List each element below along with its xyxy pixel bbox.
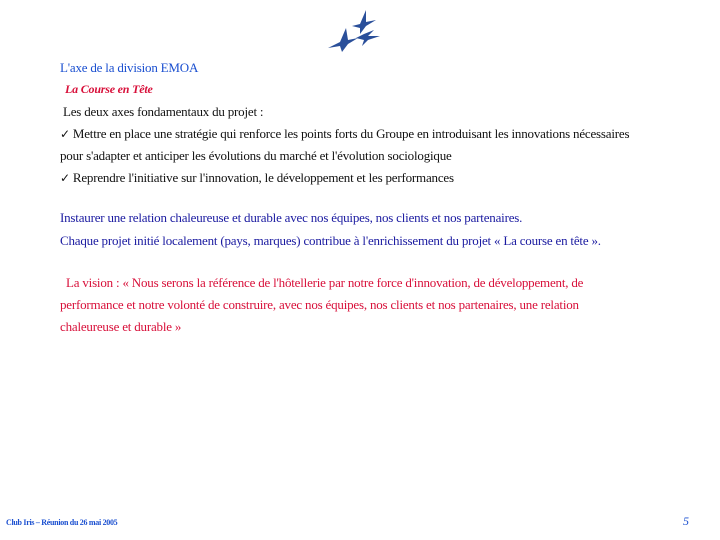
bullet-2 bbox=[60, 170, 454, 186]
intro-text: Les deux axes fondamentaux du projet : bbox=[63, 104, 264, 119]
bullet-1-line-1 bbox=[60, 126, 629, 142]
relation-text: Instaurer une relation chaleureuse et durable avec nos équipes, nos clients et nos partenaires. bbox=[60, 210, 523, 225]
checkmark-icon: ✓ bbox=[60, 171, 70, 185]
checkmark-icon: ✓ bbox=[60, 127, 70, 141]
bullet-text: Reprendre l'initiative sur l'innovation, le développement et les performances bbox=[72, 170, 454, 185]
vision-line-1: La vision : « Nous serons la référence de l'hôtellerie par notre force d'innovation, de développement, de bbox=[66, 275, 584, 290]
slide-heading: L'axe de la division EMOA bbox=[60, 60, 199, 75]
footer-text: Club Iris – Réunion du 26 mai 2005 bbox=[6, 518, 118, 527]
vision-line-3: chaleureuse et durable » bbox=[60, 319, 182, 334]
bullet-1-line-2: pour s'adapter et anticiper les évolutions du marché et l'évolution sociologique bbox=[60, 148, 452, 163]
birds-logo-icon bbox=[326, 6, 382, 54]
slide-subtitle: La Course en Tête bbox=[65, 82, 153, 96]
page-number: 5 bbox=[683, 514, 689, 528]
projects-text: Chaque projet initié localement (pays, marques) contribue à l'enrichissement du projet « La course en tête ». bbox=[60, 233, 601, 248]
vision-line-2: performance et notre volonté de construire, avec nos équipes, nos clients et nos partenaires, une relation bbox=[60, 297, 579, 312]
bullet-text: Mettre en place une stratégie qui renforce les points forts du Groupe en introduisant les innovations nécessaires bbox=[72, 126, 630, 141]
